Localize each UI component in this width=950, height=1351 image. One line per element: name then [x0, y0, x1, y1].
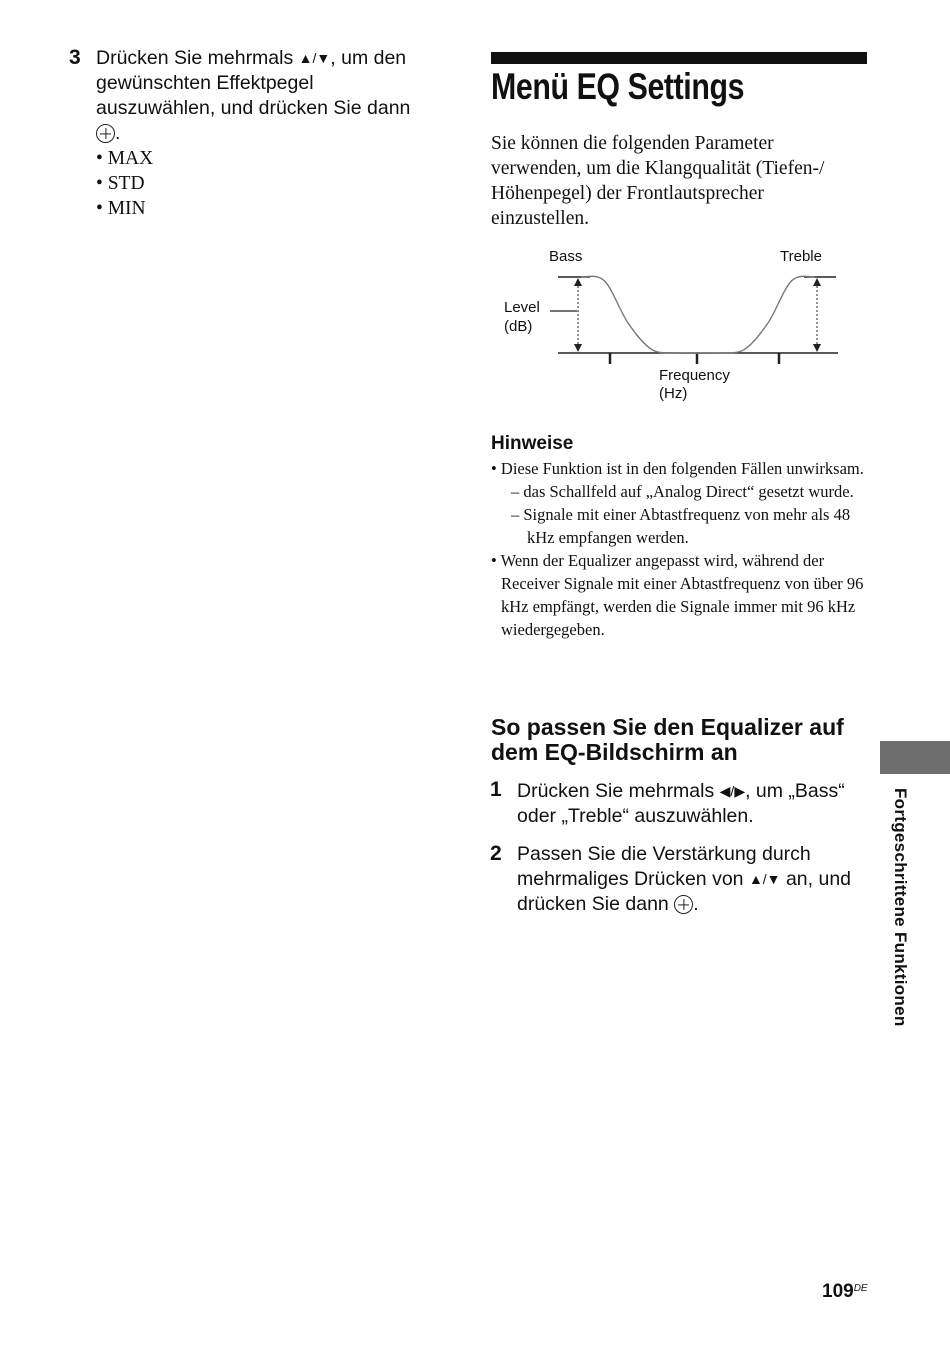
x-label-line1: Frequency — [659, 367, 730, 384]
page-title: Menü EQ Settings — [491, 66, 745, 107]
step-2-number: 2 — [490, 842, 502, 865]
note-1: • Diese Funktion ist in den folgenden Fällen unwirksam. — [491, 459, 864, 478]
step-1-text-end: , um „Bass“ oder „Treble“ auszuwählen. — [517, 780, 845, 827]
page-number — [822, 1281, 868, 1303]
step-1-text — [517, 779, 867, 829]
x-ticks — [610, 353, 779, 364]
step-number: 3 — [69, 46, 81, 69]
bass-label: Bass — [549, 248, 583, 265]
step-1-number: 1 — [490, 778, 502, 801]
up-down-arrow-icon: ▲/▼ — [298, 50, 331, 66]
step-1-text-start: Drücken Sie mehrmals — [517, 780, 720, 802]
step-2-text-start: Passen Sie die Verstärkung durch mehrmaliges Drücken von — [517, 843, 811, 890]
note-2: • Wenn der Equalizer angepasst wird, während der Receiver Signale mit einer Abtastfrequenz von über 96 kHz empfängt, werden die Signale immer mit 96 kHz wiedergegeben. — [491, 551, 864, 639]
step-2-text-end: . — [693, 893, 699, 915]
step-3-text — [96, 46, 456, 146]
step-2-text-mid: an, und drücken Sie dann — [517, 868, 852, 915]
left-right-arrow-icon: ◀/▶ — [719, 783, 746, 799]
enter-button-icon — [96, 124, 115, 143]
page-number-suffix: DE — [853, 1283, 868, 1294]
enter-button-icon — [674, 895, 693, 914]
subsection-heading: So passen Sie den Equalizer auf dem EQ-Bildschirm an — [491, 714, 844, 765]
step-3-line1: Drücken Sie mehrmals — [96, 47, 299, 69]
option-min: • MIN — [96, 198, 146, 219]
eq-curve — [581, 276, 815, 353]
y-label-line2: (dB) — [504, 318, 533, 335]
treble-level-arrow — [813, 278, 821, 352]
chapter-label: Fortgeschrittene Funktionen — [891, 788, 910, 1027]
step-2-text — [517, 842, 867, 917]
notes-list — [491, 457, 871, 641]
section-rule — [491, 52, 867, 64]
option-std: • STD — [96, 173, 145, 194]
step-3-line3: auszuwählen, und drücken Sie dann — [96, 97, 411, 119]
notes-heading: Hinweise — [491, 433, 574, 454]
option-max: • MAX — [96, 148, 154, 169]
chapter-tab — [880, 741, 950, 774]
y-label-line1: Level — [504, 299, 540, 316]
step-3-line2: gewünschten Effektpegel — [96, 72, 314, 94]
treble-label: Treble — [780, 248, 822, 265]
note-1a: – das Schallfeld auf „Analog Direct“ gesetzt wurde. — [511, 482, 854, 501]
intro-paragraph: Sie können die folgenden Parameter verwenden, um die Klangqualität (Tiefen-/ Höhenpegel) der Frontlautsprecher einzustellen. — [491, 133, 825, 229]
eq-chart — [495, 240, 845, 410]
up-down-arrow-icon: ▲/▼ — [748, 871, 781, 887]
bass-level-arrow — [574, 278, 582, 352]
option-list — [96, 146, 153, 221]
page-number-value: 109 — [822, 1281, 854, 1302]
x-label-line2: (Hz) — [659, 385, 688, 402]
note-1b: – Signale mit einer Abtastfrequenz von mehr als 48 kHz empfangen werden. — [511, 505, 851, 547]
step-3-punct: . — [115, 122, 121, 144]
step-3-line1-end: , um den — [330, 47, 407, 69]
